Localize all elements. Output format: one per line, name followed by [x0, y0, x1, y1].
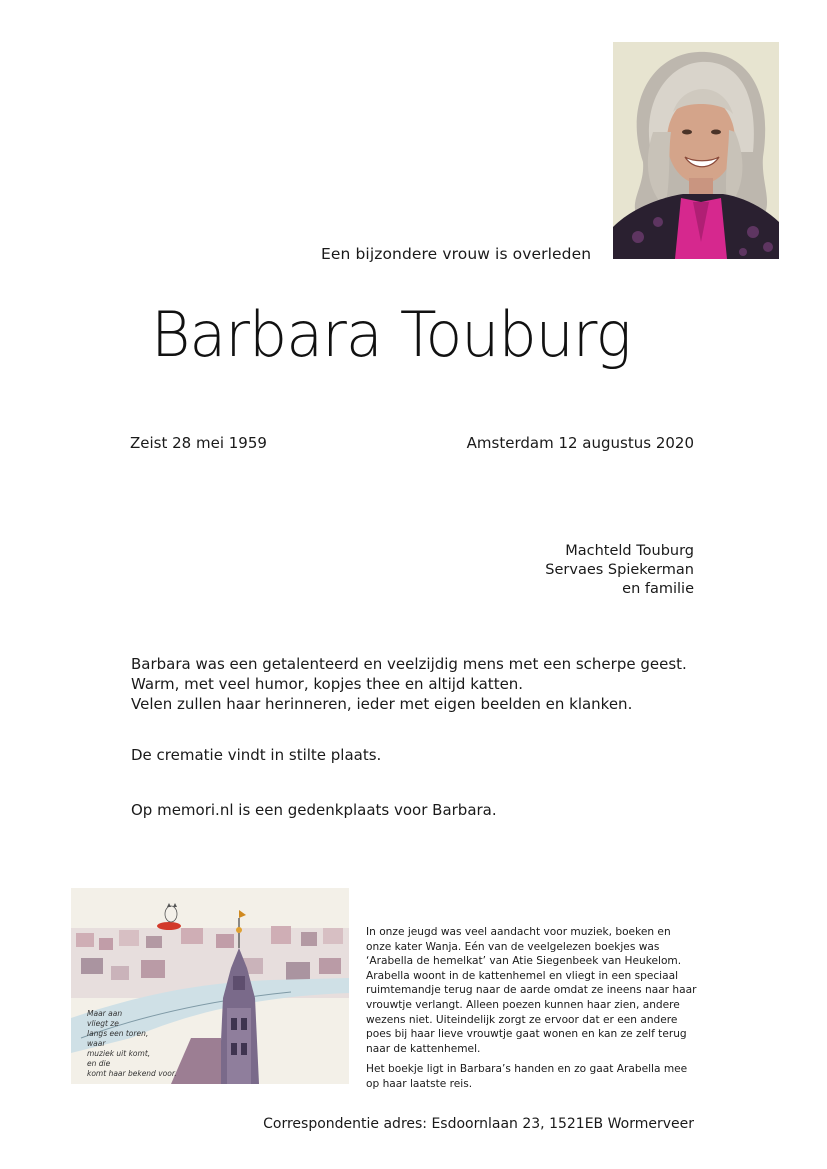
tribute-message: [131, 654, 687, 714]
book-story: [366, 925, 698, 1098]
illustration-caption-line: waar: [87, 1039, 106, 1048]
message-line: Barbara was een getalenteerd en veelzijdig mens met een scherpe geest.: [131, 655, 687, 673]
illustration-image: [71, 888, 349, 1084]
intro-text: Een bijzondere vrouw is overleden: [321, 245, 592, 263]
memorial-website-notice: Op memori.nl is een gedenkplaats voor Barbara.: [131, 801, 497, 819]
relatives-list: [545, 542, 694, 599]
story-paragraph: In onze jeugd was veel aandacht voor muziek, boeken en onze kater Wanja. Eén van de veelgelezen boekjes was ‘Arabella de hemelkat’ van Atie Siegenbeek van Heukelom. Arabella woont in de kattenhemel en vliegt in een speciaal ruimtemandje terug naar de aarde omdat ze ineens naar haar vrouwtje verlangt. Alleen poezen kunnen haar zien, andere wezens niet. Uiteindelijk zorgt ze ervoor dat er een andere poes bij haar lieve vrouwtje gaat wonen en kan ze zelf terug naar de kattenhemel.: [366, 926, 697, 1055]
message-line: Warm, met veel humor, kopjes thee en altijd katten.: [131, 675, 524, 693]
relative-name: Machteld Touburg: [565, 543, 694, 559]
birth-date: Zeist 28 mei 1959: [130, 434, 267, 452]
death-date: Amsterdam 12 augustus 2020: [466, 434, 694, 452]
illustration-caption-line: muziek uit komt,: [87, 1049, 151, 1058]
book-illustration: [71, 888, 349, 1084]
illustration-caption-line: komt haar bekend voor.: [87, 1069, 177, 1078]
deceased-name: Barbara Touburg: [151, 298, 631, 371]
ceremony-notice: De crematie vindt in stilte plaats.: [131, 746, 382, 764]
illustration-caption-line: langs een toren,: [87, 1029, 149, 1038]
relative-name: Servaes Spiekerman: [545, 562, 694, 578]
message-line: Velen zullen haar herinneren, ieder met eigen beelden en klanken.: [131, 695, 633, 713]
correspondence-address: Correspondentie adres: Esdoornlaan 23, 1521EB Wormerveer: [263, 1116, 694, 1132]
portrait-image: [613, 42, 779, 259]
illustration-caption-line: vliegt ze: [87, 1019, 119, 1028]
story-paragraph: Het boekje ligt in Barbara’s handen en zo gaat Arabella mee op haar laatste reis.: [366, 1063, 688, 1090]
illustration-caption-line: en die: [87, 1059, 111, 1068]
portrait-photo: [613, 42, 779, 259]
relative-name: en familie: [622, 581, 694, 597]
illustration-caption-line: Maar aan: [87, 1009, 123, 1018]
